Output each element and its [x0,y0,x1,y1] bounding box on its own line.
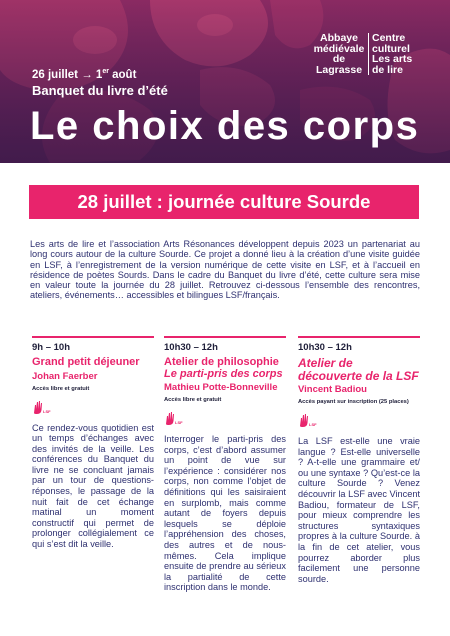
lsf-badge [32,399,54,417]
lsf-badge [298,412,320,430]
event-name: Banquet du livre d’été [32,83,168,98]
lsf-label: LSF [175,420,183,425]
event-time: 10h30 – 12h [164,342,218,353]
event-dates: 26 juillet → 1er août [32,68,137,81]
column-divider [164,336,286,338]
lsf-label: LSF [309,422,317,427]
event-speaker: Johan Faerber [32,370,98,382]
event-access: Accès payant sur inscription (25 places) [298,399,409,405]
event-speaker: Vincent Badiou [298,384,367,395]
event-speaker: Mathieu Potte-Bonneville [164,382,278,393]
event-description: Interroger le parti-pris des corps, c’est d’abord assumer un point de vue sur l’expérience : considérer nos corps, non comme l’objet de définitions qui les saisiraient en surplomb, mais comme autant de foyers depuis lesquels se déploie l’appréhension des choses, des autres et de nous-mêmes. Cela implique ensuite de prendre au sérieux la partialité de cette inscription dans le monde. [164,434,286,593]
event-column-philosophy [164,336,286,593]
lsf-badge [164,410,186,428]
day-banner: 28 juillet : journée culture Sourde [29,185,419,219]
hero-banner [0,0,450,163]
column-divider [32,336,154,338]
event-description: Ce rendez-vous quotidien est un temps d’échanges avec des invités de la veille. Les conférences du Banquet du livre ne se concluant jamais par un tour de questions-réponses, le passage de la nuit fait de cet échange matinal un moment constructif qui permet de prolonger collégialement ce qui s’est dit la veille. [32,422,154,550]
event-title: Atelier de philosophie [164,356,279,368]
event-access: Accès libre et gratuit [32,385,90,392]
intro-paragraph: Les arts de lire et l’association Arts Résonances développent depuis 2023 un partenariat au long cours autour de la culture Sourde. Ce projet a donné lieu à la création d’une visite guidée en LSF, à l’enregistrement de la version numérique de cette visite en LSF, et à l’accueil en résidence de poètes Sourds. Dans le cadre du Banquet du livre d’été, cette culture sera mise en valeur toute la journée du 28 juillet. Retrouvez ci-dessous l’ensemble des rencontres, ateliers, événements… accessibles et bilingues LSF/français. [30,239,420,301]
lsf-label: LSF [43,408,51,414]
event-description: La LSF est-elle une vraie langue ? Est-elle universelle ? A-t-elle une grammaire et/ ou une syntaxe ? Qu’est-ce la culture Sourde ? Venez découvrir la LSF avec Vincent Badiou, formateur de LSF, pour mieux comprendre les structures syntaxiques propres à la culture Sourde. à la fin de cet atelier, vous pourrez aborder plus facilement une personne sourde. [298,436,420,584]
org-abbaye: Abbaye médiévale de Lagrasse [313,32,365,76]
event-time: 10h30 – 12h [298,342,352,353]
event-column-breakfast [32,336,154,550]
event-column-lsf-workshop [298,336,420,584]
event-title: Grand petit déjeuner [32,356,140,368]
event-time: 9h – 10h [32,342,71,353]
event-subtitle: Le parti-pris des corps [164,367,283,380]
page-title: Le choix des corps [30,104,420,148]
event-title: Atelier de découverte de la LSF [298,356,419,383]
org-separator [368,33,369,75]
event-access: Accès libre et gratuit [164,397,222,403]
column-divider [298,336,420,338]
org-centre-culturel: Centre culturel Les arts de lire [372,32,413,76]
